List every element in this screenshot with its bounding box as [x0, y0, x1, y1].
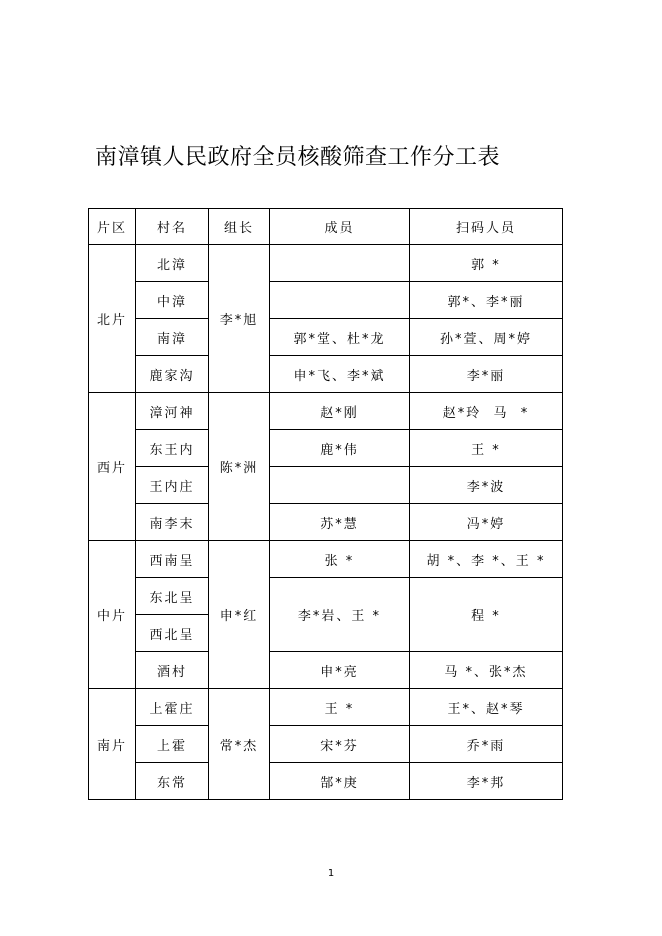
- header-row: [89, 209, 563, 245]
- village-cell: 西北呈: [136, 615, 209, 652]
- scanners-cell: 马 *、张*杰: [410, 652, 563, 689]
- scanners-cell: 李*丽: [410, 356, 563, 393]
- page-title: 南漳镇人民政府全员核酸筛查工作分工表: [95, 145, 501, 170]
- village-cell: 南漳: [136, 319, 209, 356]
- village-cell: 西南呈: [136, 541, 209, 578]
- area-cell: 西片: [89, 393, 136, 541]
- village-cell: 上霍: [136, 726, 209, 763]
- members-cell: 宋*芬: [270, 726, 410, 763]
- members-cell: 申*飞、李*斌: [270, 356, 410, 393]
- scanners-cell: 乔*雨: [410, 726, 563, 763]
- village-cell: 东北呈: [136, 578, 209, 615]
- village-cell: 漳河神: [136, 393, 209, 430]
- leader-cell: 申*红: [209, 541, 270, 689]
- table-row: [89, 430, 563, 467]
- members-cell: 苏*慧: [270, 504, 410, 541]
- members-cell: 张 *: [270, 541, 410, 578]
- assignment-table: [88, 208, 563, 800]
- scanners-cell: 李*波: [410, 467, 563, 504]
- scanners-cell: 胡 *、李 *、王 *: [410, 541, 563, 578]
- leader-cell: 陈*洲: [209, 393, 270, 541]
- table-row: [89, 319, 563, 356]
- table-row: [89, 245, 563, 282]
- members-cell: 郭*堂、杜*龙: [270, 319, 410, 356]
- members-cell: 赵*刚: [270, 393, 410, 430]
- members-cell: 李*岩、王 *: [270, 578, 410, 652]
- page-number: 1: [327, 868, 335, 879]
- scanners-cell: 程 *: [410, 578, 563, 652]
- leader-cell: 常*杰: [209, 689, 270, 800]
- scanners-cell: 郭*、李*丽: [410, 282, 563, 319]
- village-cell: 上霍庄: [136, 689, 209, 726]
- village-cell: 东常: [136, 763, 209, 800]
- table-row: [89, 541, 563, 578]
- header-members: 成员: [270, 209, 410, 245]
- area-cell: 北片: [89, 245, 136, 393]
- table-row: [89, 282, 563, 319]
- scanners-cell: 赵*玲 马 *: [410, 393, 563, 430]
- table-row: [89, 578, 563, 615]
- village-cell: 王内庄: [136, 467, 209, 504]
- scanners-cell: 李*邦: [410, 763, 563, 800]
- scanners-cell: 冯*婷: [410, 504, 563, 541]
- members-cell: [270, 245, 410, 282]
- members-cell: 王 *: [270, 689, 410, 726]
- village-cell: 东王内: [136, 430, 209, 467]
- table-row: [89, 467, 563, 504]
- village-cell: 中漳: [136, 282, 209, 319]
- members-cell: 申*亮: [270, 652, 410, 689]
- header-leader: 组长: [209, 209, 270, 245]
- header-village: 村名: [136, 209, 209, 245]
- scanners-cell: 孙*萱、周*婷: [410, 319, 563, 356]
- members-cell: [270, 282, 410, 319]
- members-cell: 鹿*伟: [270, 430, 410, 467]
- village-cell: 鹿家沟: [136, 356, 209, 393]
- table-row: [89, 393, 563, 430]
- header-scanners: 扫码人员: [410, 209, 563, 245]
- table-row: [89, 652, 563, 689]
- members-cell: [270, 467, 410, 504]
- table-row: [89, 689, 563, 726]
- area-cell: 中片: [89, 541, 136, 689]
- scanners-cell: 王 *: [410, 430, 563, 467]
- village-cell: 酒村: [136, 652, 209, 689]
- village-cell: 南李末: [136, 504, 209, 541]
- header-area: 片区: [89, 209, 136, 245]
- table-row: [89, 763, 563, 800]
- table-row: [89, 504, 563, 541]
- table-row: [89, 356, 563, 393]
- scanners-cell: 郭 *: [410, 245, 563, 282]
- scanners-cell: 王*、赵*琴: [410, 689, 563, 726]
- area-cell: 南片: [89, 689, 136, 800]
- leader-cell: 李*旭: [209, 245, 270, 393]
- members-cell: 郜*庚: [270, 763, 410, 800]
- table-row: [89, 726, 563, 763]
- village-cell: 北漳: [136, 245, 209, 282]
